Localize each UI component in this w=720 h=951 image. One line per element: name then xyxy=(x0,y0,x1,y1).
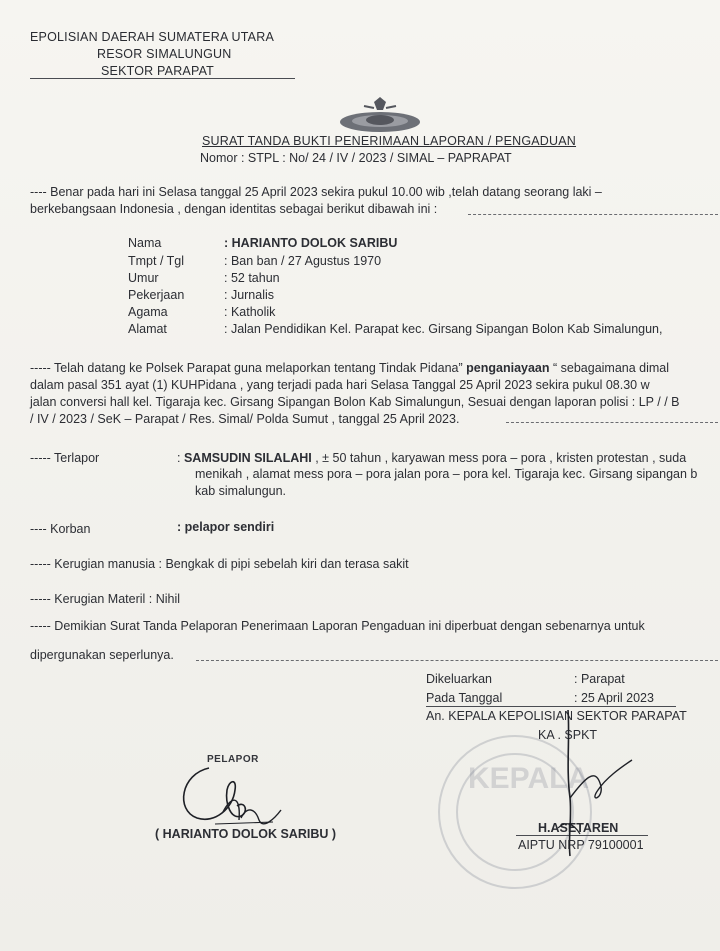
identity-label: Tmpt / Tgl xyxy=(128,254,185,268)
identity-label: Agama xyxy=(128,305,168,319)
terlapor-text: , ± 50 tahun , karyawan mess pora – pora , kristen protestan , suda xyxy=(311,451,687,465)
kerugian-manusia: ----- Kerugian manusia : Bengkak di pipi sebelah kiri dan terasa sakit xyxy=(30,557,409,571)
officer-signature xyxy=(540,708,650,858)
document-title: SURAT TANDA BUKTI PENERIMAAN LAPORAN / PENGADUAN xyxy=(202,134,577,148)
header-line-3: SEKTOR PARAPAT xyxy=(101,64,215,78)
terlapor-text: : xyxy=(177,451,184,465)
report-text: “ sebagaimana dimal xyxy=(549,361,670,375)
closing-fill-line xyxy=(196,660,718,661)
stamp-text: KEPALA xyxy=(468,762,590,795)
report-line-2: dalam pasal 351 ayat (1) KUHPidana , yang terjadi pada hari Selasa Tanggal 25 April 2023 sekira pukul 08.30 w xyxy=(30,378,650,392)
report-fill-line xyxy=(506,422,718,423)
police-emblem-icon xyxy=(334,96,426,134)
closing-line-1: ----- Demikian Surat Tanda Pelaporan Penerimaan Laporan Pengaduan ini diperbuat dengan sebenarnya untuk xyxy=(30,619,645,633)
report-line-4: / IV / 2023 / SeK – Parapat / Res. Simal/ Polda Sumut , tanggal 25 April 2023. xyxy=(30,412,460,426)
crime-type: penganiayaan xyxy=(466,361,550,375)
identity-label: Alamat xyxy=(128,322,167,336)
issued-rule xyxy=(426,706,676,707)
issued-date-label: Pada Tanggal xyxy=(426,691,503,705)
kerugian-materil: ----- Kerugian Materil : Nihil xyxy=(30,592,181,606)
identity-value: : Katholik xyxy=(224,305,276,319)
issued-role: KA . SPKT xyxy=(538,728,598,742)
issued-place-value: : Parapat xyxy=(574,672,625,686)
terlapor-label: ----- Terlapor xyxy=(30,451,100,465)
intro-line-1: ---- Benar pada hari ini Selasa tanggal 25 April 2023 sekira pukul 10.00 wib ,telah datang seorang laki – xyxy=(30,185,602,199)
terlapor-name: SAMSUDIN SILALAHI xyxy=(183,451,312,465)
intro-fill-line xyxy=(468,214,718,215)
terlapor-line-3: kab simalungun. xyxy=(195,484,287,498)
identity-value: : Jurnalis xyxy=(224,288,275,302)
identity-value: : HARIANTO DOLOK SARIBU xyxy=(224,236,398,250)
identity-label: Pekerjaan xyxy=(128,288,185,302)
issued-date-value: : 25 April 2023 xyxy=(574,691,654,705)
header-line-1: EPOLISIAN DAERAH SUMATERA UTARA xyxy=(30,30,274,44)
closing-line-2: dipergunakan seperlunya. xyxy=(30,648,174,662)
korban-value: : pelapor sendiri xyxy=(177,520,275,534)
report-line-3: jalan conversi hall kel. Tigaraja kec. Girsang Sipangan Bolon Kab Simalungun, Sesuai dengan laporan polisi : LP / / B xyxy=(30,395,680,409)
header-line-2: RESOR SIMALUNGUN xyxy=(97,47,232,61)
document-number: Nomor : STPL : No/ 24 / IV / 2023 / SIMAL – PAPRAPAT xyxy=(200,151,512,165)
report-text: ----- Telah datang ke Polsek Parapat guna melaporkan tentang Tindak Pidana” xyxy=(30,361,467,375)
identity-label: Nama xyxy=(128,236,162,250)
pelapor-title: PELAPOR xyxy=(207,754,259,765)
issued-authority: An. KEPALA KEPOLISIAN SEKTOR PARAPAT xyxy=(426,709,687,723)
korban-label: ---- Korban xyxy=(30,522,91,536)
terlapor-line-1 xyxy=(177,451,686,465)
identity-value: : Jalan Pendidikan Kel. Parapat kec. Girsang Sipangan Bolon Kab Simalungun, xyxy=(224,322,663,336)
officer-rank: AIPTU NRP 79100001 xyxy=(518,838,644,852)
identity-value: : Ban ban / 27 Agustus 1970 xyxy=(224,254,382,268)
officer-name: H.ASETAREN xyxy=(538,821,619,835)
pelapor-name: ( HARIANTO DOLOK SARIBU ) xyxy=(155,827,337,841)
identity-value: : 52 tahun xyxy=(224,271,280,285)
terlapor-line-2: menikah , alamat mess pora – pora jalan pora – pora kel. Tigaraja kec. Girsang sipangan b xyxy=(195,467,698,481)
header-underline xyxy=(30,78,295,79)
intro-line-2: berkebangsaan Indonesia , dengan identitas sebagai berikut dibawah ini : xyxy=(30,202,438,216)
issued-place-label: Dikeluarkan xyxy=(426,672,493,686)
report-line-1 xyxy=(30,361,669,375)
identity-label: Umur xyxy=(128,271,159,285)
